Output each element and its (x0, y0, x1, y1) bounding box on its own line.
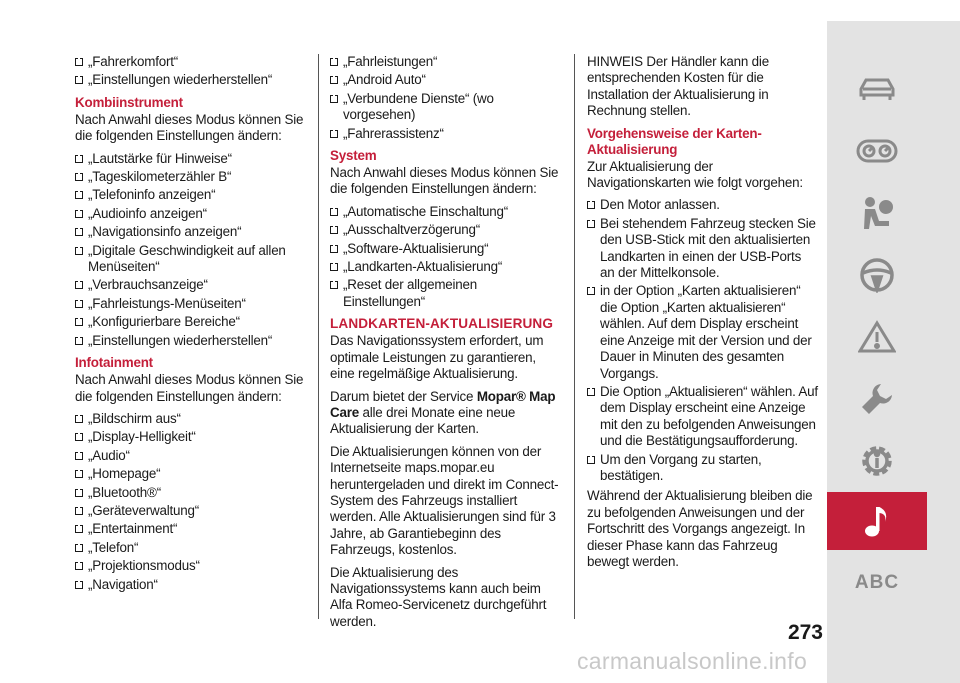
list-item: „Landkarten-Aktualisierung“ (330, 259, 562, 275)
step-item: Die Option „Aktualisieren“ wählen. Auf dem Display erscheint eine Anzeige mit den zu befolgenden Anweisungen und die Bestätigungsaufforderung. (587, 384, 819, 450)
chapter-sidebar (827, 21, 960, 683)
watermark: carmanualsonline.info (577, 648, 808, 674)
step-item: Bei stehendem Fahrzeug stecken Sie den USB-Stick mit den aktualisierten Landkarten in einen der USB-Ports an der Mittelkonsole. (587, 216, 819, 282)
list-item: „Audio“ (75, 448, 305, 464)
paragraph: Darum bietet der Service Mopar® Map Care alle drei Monate eine neue Aktualisierung der Karten. (330, 388, 556, 437)
page-number: 273 (787, 621, 823, 644)
dashboard-gauges-icon (856, 137, 898, 165)
tab-technical-data[interactable] (827, 432, 927, 490)
list-item: „Ausschaltverzögerung“ (330, 222, 562, 238)
list-item: „Geräteverwaltung“ (75, 503, 305, 519)
section-intro: Nach Anwahl dieses Modus können Sie die folgenden Einstellungen ändern: (75, 372, 304, 404)
warning-triangle-icon (858, 320, 896, 354)
tab-car[interactable] (827, 60, 927, 118)
mopar-brand: Mopar® Map Care (330, 388, 556, 420)
section-intro: Nach Anwahl dieses Modus können Sie die folgenden Einstellungen ändern: (330, 165, 559, 197)
section-intro: Zur Aktualisierung der Navigationskarten wie folgt vorgehen: (587, 158, 803, 191)
list-item: „Software-Aktualisierung“ (330, 241, 562, 257)
wrench-icon (859, 381, 895, 417)
index-label: ABC (854, 572, 900, 593)
step-item: in der Option „Karten aktualisieren“ die Option „Karten aktualisieren“ wählen. Auf dem Display erscheint eine Anzeige mit der Version und der Dauer in Minuten des gesamten Vorgangs. (587, 283, 819, 381)
column-divider (574, 54, 575, 619)
steering-wheel-icon (859, 257, 895, 293)
list-item: „Fahrleistungen“ (330, 54, 562, 70)
technical-data-gear-icon (858, 442, 896, 480)
section-heading-kombiinstrument: Kombiinstrument (75, 94, 183, 110)
car-icon (857, 75, 897, 103)
list-item: „Einstellungen wiederherstellen“ (75, 72, 305, 88)
list-item: „Entertainment“ (75, 521, 305, 537)
music-note-icon (863, 504, 891, 538)
paragraph: Die Aktualisierung des Navigationssystems kann auch beim Alfa Romeo-Servicenetz durchgeführt werden. (330, 564, 547, 629)
list-item: „Telefon“ (75, 540, 305, 556)
list-item: „Projektionsmodus“ (75, 558, 305, 574)
step-item: Um den Vorgang zu starten, bestätigen. (587, 452, 819, 485)
list-item: „Reset der allgemeinen Einstellungen“ (330, 277, 562, 310)
tab-multimedia[interactable] (827, 492, 927, 550)
list-item: „Einstellungen wiederherstellen“ (75, 333, 305, 349)
paragraph: Während der Aktualisierung bleiben die zu befolgenden Anweisungen und der Fortschritt des Vorgangs angezeigt. In dieser Phase kann das Fahrzeug bewegt werden. (587, 488, 813, 569)
section-heading-infotainment: Infotainment (75, 355, 153, 371)
tab-warning[interactable] (827, 308, 927, 366)
section-heading-vorgehensweise: Vorgehensweise der Karten-Aktualisierung (587, 125, 762, 157)
list-item: „Telefoninfo anzeigen“ (75, 187, 305, 203)
tab-index[interactable] (827, 554, 927, 612)
list-item: „Bildschirm aus“ (75, 411, 305, 427)
list-item: „Bluetooth®“ (75, 485, 305, 501)
section-heading-landkarten: LANDKARTEN-AKTUALISIERUNG (330, 316, 554, 332)
list-item: „Fahrerkomfort“ (75, 54, 305, 70)
section-intro: Nach Anwahl dieses Modus können Sie die folgenden Einstellungen ändern: (75, 111, 304, 144)
list-item: „Android Auto“ (330, 72, 562, 88)
tab-maintenance[interactable] (827, 370, 927, 428)
list-item: „Tageskilometerzähler B“ (75, 169, 305, 185)
paragraph: Das Navigationssystem erfordert, um optimale Leistungen zu garantieren, eine regelmäßige Aktualisierung. (330, 333, 544, 382)
column-1 (75, 54, 305, 595)
list-item: „Navigation“ (75, 577, 305, 593)
tab-safety[interactable] (827, 184, 927, 242)
airbag-safety-icon (859, 195, 895, 231)
list-item: „Fahrerassistenz“ (330, 126, 562, 142)
tab-dashboard[interactable] (827, 122, 927, 180)
step-item: Den Motor anlassen. (587, 197, 819, 213)
list-item: „Navigationsinfo anzeigen“ (75, 224, 305, 240)
list-item: „Verbundene Dienste“ (wo vorgesehen) (330, 91, 562, 124)
list-item: „Audioinfo anzeigen“ (75, 206, 305, 222)
column-3 (587, 54, 819, 576)
list-item: „Automatische Einschaltung“ (330, 204, 562, 220)
list-item: „Digitale Geschwindigkeit auf allen Menüseiten“ (75, 243, 305, 276)
section-heading-system: System (330, 148, 377, 164)
list-item: „Konfigurierbare Bereiche“ (75, 314, 305, 330)
note-paragraph: HINWEIS Der Händler kann die entsprechenden Kosten für die Installation der Aktualisierung in Rechnung stellen. (587, 54, 769, 119)
column-2 (330, 54, 562, 636)
list-item: „Homepage“ (75, 466, 305, 482)
paragraph: Die Aktualisierungen können von der Internetseite maps.mopar.eu heruntergeladen und direkt im Connect-System des Fahrzeugs installiert werden. Alle Aktualisierungen sind für 3 Jahre, ab Garantiebeginn des Fahrzeugs, kostenlos. (330, 443, 559, 558)
list-item: „Display-Helligkeit“ (75, 429, 305, 445)
list-item: „Verbrauchsanzeige“ (75, 277, 305, 293)
column-divider (318, 54, 319, 619)
list-item: „Fahrleistungs-Menüseiten“ (75, 296, 305, 312)
list-item: „Lautstärke für Hinweise“ (75, 151, 305, 167)
tab-steering[interactable] (827, 246, 927, 304)
